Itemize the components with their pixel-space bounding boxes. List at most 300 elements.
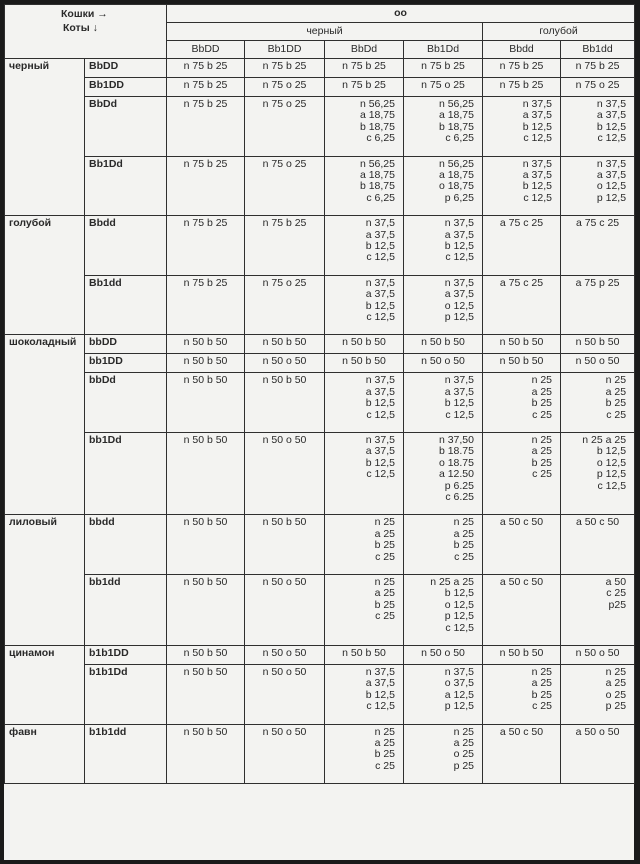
result-line: n 75 b 25	[499, 79, 544, 91]
result-line: n 50 o 50	[421, 646, 465, 659]
result-line: a 18,75	[438, 169, 474, 181]
result-line: n 75 o 25	[262, 276, 307, 289]
result-cell	[404, 373, 483, 433]
result-line: n 50 b 50	[183, 725, 228, 738]
result-line: c 25	[454, 550, 474, 563]
result-cell	[483, 335, 561, 354]
result-line: a 25	[453, 736, 474, 749]
result-line: a 37,5	[596, 169, 627, 181]
result-line: c 12,5	[523, 132, 552, 145]
result-line: n 75 o 25	[575, 79, 620, 91]
result-cell	[167, 156, 245, 216]
top-header: оо	[167, 5, 635, 23]
color-group-label: фавн	[5, 724, 85, 784]
result-cell	[483, 97, 561, 157]
result-line: c 12,5	[597, 479, 627, 492]
result-line: b 25	[374, 748, 395, 761]
result-cell	[167, 574, 245, 645]
result-line: p 12,5	[444, 610, 474, 623]
result-line: a 18,75	[359, 109, 395, 122]
result-line: n 50 b 50	[499, 646, 544, 659]
result-line: a 50 c 50	[499, 575, 544, 588]
color-group-label: цинамон	[5, 645, 85, 724]
result-line: p 12,5	[444, 311, 474, 323]
result-line: o 12,5	[444, 299, 474, 312]
result-line: a 25	[605, 677, 627, 690]
result-cell	[483, 78, 561, 97]
result-cell	[561, 78, 635, 97]
result-line: p 6.25	[444, 479, 474, 492]
female-genotype-header: Bb1dd	[561, 41, 635, 59]
result-line: a 50	[605, 575, 627, 588]
male-genotype: bbDd	[85, 373, 167, 433]
result-line: c 25	[532, 408, 552, 421]
result-line: a 37,5	[596, 109, 627, 122]
result-line: a 50 c 50	[499, 725, 544, 738]
result-line: n 50 b 50	[342, 646, 386, 659]
result-line: c 25	[606, 587, 627, 600]
result-line: n 37,5	[444, 276, 474, 289]
result-line: n 75 b 25	[262, 217, 307, 230]
male-genotype: b1b1DD	[85, 645, 167, 664]
table-row	[5, 373, 635, 433]
result-line: p25	[608, 598, 627, 611]
result-line: n 37,5	[522, 157, 552, 170]
result-line: n 50 b 50	[499, 355, 544, 368]
result-line: b 25	[531, 397, 552, 410]
result-line: a 37,5	[365, 288, 395, 301]
result-line: o 25	[605, 688, 627, 701]
result-cell	[483, 354, 561, 373]
result-cell	[483, 515, 561, 575]
female-genotype-header: BbDD	[167, 41, 245, 59]
result-line: a 25	[374, 587, 395, 600]
result-line: p 25	[605, 700, 627, 713]
result-line: c 12,5	[366, 408, 395, 421]
result-line: c 6,25	[445, 132, 474, 145]
result-line: a 37,5	[365, 385, 395, 398]
table-row	[5, 724, 635, 784]
result-line: b 12,5	[522, 180, 552, 193]
result-line: c 12,5	[597, 132, 627, 145]
result-line: p 25	[453, 759, 474, 772]
female-genotype-header: Bb1Dd	[404, 41, 483, 59]
result-line: n 75 b 25	[342, 79, 386, 91]
result-line: n 50 b 50	[183, 374, 228, 387]
result-line: n 50 b 50	[183, 336, 228, 349]
result-cell	[561, 664, 635, 724]
result-cell	[325, 59, 404, 78]
color-group-label: голубой	[5, 216, 85, 335]
result-line: c 25	[606, 408, 627, 421]
result-line: n 37,5	[522, 98, 552, 110]
result-line: n 50 b 50	[183, 665, 228, 678]
result-line: n 50 b 50	[183, 516, 228, 529]
result-line: n 25 a 25	[430, 575, 474, 588]
result-cell	[167, 664, 245, 724]
result-cell	[404, 432, 483, 514]
result-cell	[561, 373, 635, 433]
result-line: n 37,5	[596, 157, 627, 170]
result-cell	[245, 335, 325, 354]
result-cell	[483, 373, 561, 433]
table-row	[5, 216, 635, 276]
result-cell	[245, 97, 325, 157]
result-line: n 50 b 50	[183, 355, 228, 368]
subheader-blue: голубой	[483, 23, 635, 41]
result-cell	[325, 156, 404, 216]
result-line: n 25	[374, 725, 395, 738]
result-cell	[325, 78, 404, 97]
result-cell	[561, 216, 635, 276]
result-line: b 12,5	[365, 688, 395, 701]
result-line: n 50 b 50	[183, 575, 228, 588]
result-line: b 25	[531, 456, 552, 469]
result-line: o 37,5	[444, 677, 474, 690]
male-axis-label: Коты ↓	[63, 22, 98, 34]
result-cell	[561, 59, 635, 78]
result-line: n 75 b 25	[183, 157, 228, 170]
result-line: n 37,5	[365, 665, 395, 678]
result-line: b 25	[453, 539, 474, 552]
result-line: n 50 b 50	[262, 336, 307, 349]
result-line: a 25	[374, 736, 395, 749]
result-line: o 12,5	[444, 598, 474, 611]
result-line: c 12,5	[445, 251, 474, 264]
result-line: n 37,50	[438, 433, 474, 446]
result-cell	[245, 645, 325, 664]
result-line: a 25	[531, 677, 552, 690]
result-cell	[245, 275, 325, 335]
result-cell	[483, 275, 561, 335]
table-row	[5, 515, 635, 575]
result-line: n 37,5	[444, 374, 474, 387]
result-line: a 37,5	[522, 169, 552, 181]
corner-header	[5, 5, 167, 59]
result-line: n 37,5	[365, 374, 395, 387]
result-cell	[404, 354, 483, 373]
result-cell	[325, 515, 404, 575]
result-cell	[561, 354, 635, 373]
result-line: a 37,5	[444, 228, 474, 241]
result-line: b 12,5	[522, 120, 552, 133]
result-line: b 12,5	[444, 240, 474, 252]
result-line: n 37,5	[365, 217, 395, 230]
result-cell	[245, 664, 325, 724]
result-line: n 37,5	[365, 433, 395, 446]
result-line: o 25	[453, 748, 474, 761]
result-line: c 25	[375, 610, 395, 623]
result-line: n 75 o 25	[262, 79, 307, 91]
result-cell	[245, 78, 325, 97]
result-line: n 75 b 25	[183, 217, 228, 230]
result-line: n 50 b 50	[499, 336, 544, 349]
coat-color-inheritance-table	[4, 4, 635, 784]
result-line: n 75 b 25	[183, 276, 228, 289]
result-line: a 37,5	[365, 445, 395, 458]
male-genotype: b1b1Dd	[85, 664, 167, 724]
female-axis-label: Кошки →	[61, 8, 108, 20]
result-cell	[325, 216, 404, 276]
result-cell	[325, 373, 404, 433]
result-line: b 25	[374, 539, 395, 552]
result-line: b 12,5	[365, 299, 395, 312]
result-line: b 12,5	[444, 587, 474, 600]
table-row	[5, 574, 635, 645]
color-group-label: шоколадный	[5, 335, 85, 515]
result-line: p 12,5	[596, 468, 627, 481]
table-row	[5, 275, 635, 335]
result-line: b 18,75	[438, 120, 474, 133]
result-cell	[167, 335, 245, 354]
result-line: a 75 c 25	[499, 276, 544, 289]
result-line: n 50 o 50	[262, 725, 307, 738]
result-cell	[167, 432, 245, 514]
color-group-label: лиловый	[5, 515, 85, 646]
result-line: b 25	[531, 688, 552, 701]
result-line: c 12,5	[445, 408, 474, 421]
result-cell	[404, 156, 483, 216]
result-cell	[167, 97, 245, 157]
result-cell	[404, 664, 483, 724]
result-line: n 75 o 25	[262, 98, 307, 110]
result-cell	[404, 275, 483, 335]
result-line: n 37,5	[365, 276, 395, 289]
result-cell	[167, 275, 245, 335]
result-cell	[561, 574, 635, 645]
result-cell	[404, 724, 483, 784]
male-genotype: bb1dd	[85, 574, 167, 645]
result-line: n 50 b 50	[342, 336, 386, 349]
result-cell	[404, 59, 483, 78]
result-line: c 12,5	[366, 251, 395, 264]
male-genotype: Bb1Dd	[85, 156, 167, 216]
result-line: n 75 b 25	[421, 60, 465, 72]
male-genotype: bbDD	[85, 335, 167, 354]
result-line: n 75 b 25	[575, 60, 620, 72]
result-line: c 12,5	[366, 700, 395, 713]
result-cell	[483, 432, 561, 514]
result-line: c 12,5	[366, 311, 395, 323]
result-line: n 50 o 50	[262, 433, 307, 446]
result-cell	[325, 724, 404, 784]
result-cell	[561, 645, 635, 664]
result-line: b 12,5	[365, 456, 395, 469]
result-cell	[404, 574, 483, 645]
result-cell	[404, 645, 483, 664]
result-line: a 50 c 50	[499, 516, 544, 529]
result-cell	[483, 574, 561, 645]
result-line: a 25	[531, 445, 552, 458]
result-line: b 12,5	[365, 397, 395, 410]
result-line: c 6.25	[445, 491, 474, 503]
result-line: a 25	[374, 527, 395, 540]
result-cell	[167, 645, 245, 664]
result-line: n 50 b 50	[262, 374, 307, 387]
result-line: n 50 o 50	[575, 355, 620, 368]
result-line: n 75 o 25	[262, 157, 307, 170]
result-line: a 75 c 25	[499, 217, 544, 230]
table-row	[5, 645, 635, 664]
result-line: n 75 b 25	[499, 60, 544, 72]
result-line: p 12,5	[444, 700, 474, 713]
result-line: a 37,5	[444, 288, 474, 301]
result-cell	[245, 59, 325, 78]
result-line: n 25	[605, 665, 627, 678]
male-genotype: BbDd	[85, 97, 167, 157]
result-cell	[404, 335, 483, 354]
result-line: n 50 b 50	[183, 433, 228, 446]
result-cell	[167, 78, 245, 97]
result-line: b 12,5	[596, 120, 627, 133]
color-group-label: черный	[5, 59, 85, 216]
result-line: n 25 a 25	[582, 433, 627, 446]
result-cell	[245, 354, 325, 373]
result-cell	[325, 97, 404, 157]
result-cell	[325, 664, 404, 724]
result-line: n 75 b 25	[183, 60, 228, 72]
result-line: n 25	[453, 516, 474, 529]
result-line: a 50 c 50	[575, 516, 620, 529]
result-cell	[561, 275, 635, 335]
result-cell	[561, 515, 635, 575]
table-row	[5, 335, 635, 354]
table-row	[5, 78, 635, 97]
result-cell	[245, 724, 325, 784]
result-cell	[561, 156, 635, 216]
result-cell	[245, 156, 325, 216]
result-cell	[404, 515, 483, 575]
result-cell	[404, 97, 483, 157]
result-line: n 25	[374, 516, 395, 529]
result-cell	[167, 59, 245, 78]
result-line: a 12.50	[438, 468, 474, 481]
female-genotype-header: Bb1DD	[245, 41, 325, 59]
result-cell	[167, 724, 245, 784]
result-cell	[483, 59, 561, 78]
result-line: n 50 b 50	[575, 336, 620, 349]
male-genotype: b1b1dd	[85, 724, 167, 784]
result-line: p 12,5	[596, 191, 627, 204]
result-line: c 25	[375, 759, 395, 772]
result-line: n 50 b 50	[183, 646, 228, 659]
result-line: n 50 b 50	[421, 336, 465, 349]
result-line: n 50 o 50	[262, 575, 307, 588]
table-row	[5, 354, 635, 373]
male-genotype: bb1DD	[85, 354, 167, 373]
result-line: n 37,5	[596, 98, 627, 110]
result-line: c 6,25	[366, 191, 395, 204]
result-cell	[245, 373, 325, 433]
result-cell	[245, 574, 325, 645]
male-genotype: bb1Dd	[85, 432, 167, 514]
result-line: n 25	[605, 374, 627, 387]
result-line: o 18.75	[438, 456, 474, 469]
male-genotype: BbDD	[85, 59, 167, 78]
table-row	[5, 432, 635, 514]
result-cell	[245, 432, 325, 514]
result-line: n 50 o 50	[262, 665, 307, 678]
result-line: o 12,5	[596, 456, 627, 469]
result-line: a 12,5	[444, 688, 474, 701]
result-line: a 25	[453, 527, 474, 540]
result-line: b 12,5	[365, 240, 395, 252]
result-line: n 25	[374, 575, 395, 588]
result-cell	[325, 354, 404, 373]
result-line: c 25	[532, 468, 552, 481]
result-line: n 75 b 25	[183, 79, 228, 91]
table-row	[5, 664, 635, 724]
result-cell	[483, 664, 561, 724]
result-line: n 25	[531, 433, 552, 446]
male-genotype: Bbdd	[85, 216, 167, 276]
result-line: a 37,5	[444, 385, 474, 398]
result-line: n 50 o 50	[575, 646, 620, 659]
result-line: c 25	[375, 550, 395, 563]
male-genotype: Bb1DD	[85, 78, 167, 97]
result-line: b 25	[605, 397, 627, 410]
result-line: p 6,25	[444, 191, 474, 204]
result-cell	[325, 275, 404, 335]
result-line: a 25	[605, 385, 627, 398]
result-line: c 12,5	[445, 621, 474, 634]
result-line: n 50 o 50	[421, 355, 465, 368]
result-line: n 25	[531, 665, 552, 678]
result-line: b 25	[374, 598, 395, 611]
genetics-table-sheet	[4, 4, 634, 860]
result-line: a 75 c 25	[575, 217, 620, 230]
result-line: n 75 o 25	[421, 79, 465, 91]
result-cell	[245, 216, 325, 276]
result-cell	[167, 515, 245, 575]
result-cell	[561, 97, 635, 157]
result-cell	[167, 216, 245, 276]
result-cell	[483, 156, 561, 216]
table-row	[5, 156, 635, 216]
result-cell	[325, 335, 404, 354]
result-line: b 18,75	[359, 120, 395, 133]
result-cell	[325, 432, 404, 514]
result-line: n 75 b 25	[183, 98, 228, 110]
result-line: o 12,5	[596, 180, 627, 193]
result-line: n 50 o 50	[262, 646, 307, 659]
result-line: b 18.75	[438, 445, 474, 458]
table-row	[5, 97, 635, 157]
result-cell	[325, 574, 404, 645]
result-cell	[245, 515, 325, 575]
result-cell	[167, 354, 245, 373]
result-cell	[483, 216, 561, 276]
result-line: n 37,5	[444, 665, 474, 678]
male-genotype: bbdd	[85, 515, 167, 575]
result-line: c 6,25	[366, 132, 395, 145]
result-line: c 12,5	[523, 191, 552, 204]
female-genotype-header: Bbdd	[483, 41, 561, 59]
result-cell	[483, 645, 561, 664]
result-line: n 50 b 50	[262, 516, 307, 529]
result-line: n 56,25	[438, 98, 474, 110]
result-line: a 37,5	[365, 228, 395, 241]
result-line: o 18,75	[438, 180, 474, 193]
result-line: n 50 b 50	[342, 355, 386, 368]
female-genotype-header: BbDd	[325, 41, 404, 59]
result-line: a 75 p 25	[575, 276, 620, 289]
result-line: n 50 o 50	[262, 355, 307, 368]
result-line: b 18,75	[359, 180, 395, 193]
result-line: c 12,5	[366, 468, 395, 481]
male-genotype: Bb1dd	[85, 275, 167, 335]
result-cell	[561, 335, 635, 354]
